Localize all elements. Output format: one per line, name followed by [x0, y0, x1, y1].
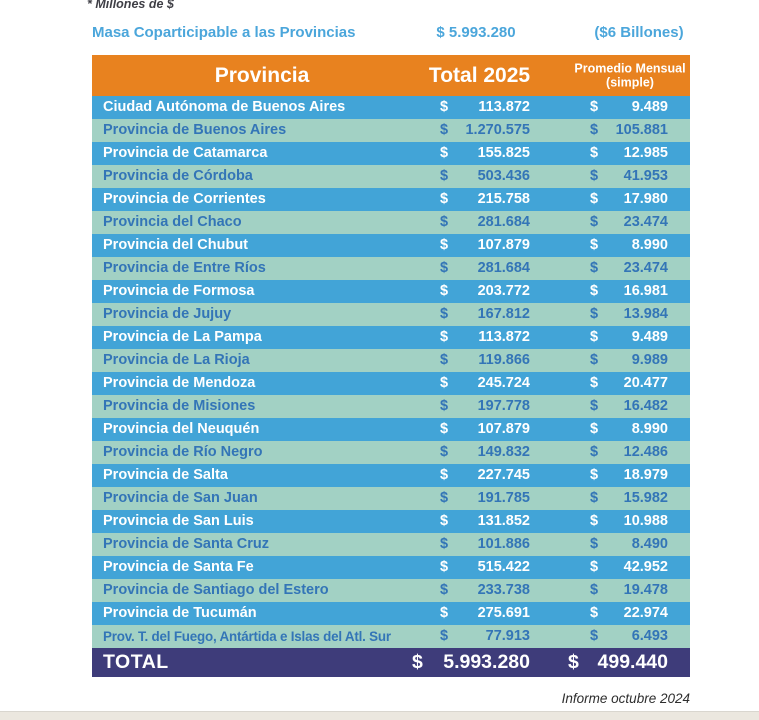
table-body — [92, 96, 690, 648]
currency-symbol: $ — [440, 628, 449, 644]
total-2025-value — [440, 165, 530, 188]
currency-symbol: $ — [412, 651, 423, 673]
currency-symbol: $ — [590, 145, 599, 161]
currency-symbol: $ — [590, 168, 599, 184]
total-2025-value — [440, 464, 530, 487]
column-header-promedio-mensual: Promedio Mensual (simple) — [574, 60, 686, 90]
currency-symbol: $ — [440, 352, 449, 368]
table-row — [92, 349, 690, 372]
amount: 119.866 — [478, 352, 530, 368]
currency-symbol: $ — [590, 283, 599, 299]
monthly-average-value — [590, 418, 668, 441]
monthly-average-value — [590, 533, 668, 556]
total-2025-value — [440, 395, 530, 418]
province-name: Provincia del Chaco — [103, 214, 242, 230]
monthly-average-value — [590, 464, 668, 487]
amount: 16.482 — [623, 398, 668, 414]
amount: 107.879 — [477, 237, 530, 253]
province-name: Provincia de Córdoba — [103, 168, 253, 184]
currency-symbol: $ — [440, 398, 449, 414]
summary-amount: $ 5.993.280 — [436, 24, 516, 41]
currency-symbol: $ — [440, 582, 449, 598]
column-header-provincia: Provincia — [214, 64, 310, 87]
total-2025-value — [440, 441, 530, 464]
total-row — [92, 648, 690, 677]
table-row — [92, 625, 690, 648]
province-name: Provincia de Catamarca — [103, 145, 268, 161]
amount: 18.979 — [623, 467, 668, 483]
amount: 245.724 — [477, 375, 530, 391]
amount: 215.758 — [477, 191, 530, 207]
table-row — [92, 234, 690, 257]
currency-symbol: $ — [440, 536, 449, 552]
monthly-average-value — [590, 372, 668, 395]
amount: 101.886 — [477, 536, 530, 552]
amount: 41.953 — [623, 168, 668, 184]
province-name: Ciudad Autónoma de Buenos Aires — [103, 99, 346, 115]
currency-symbol: $ — [590, 375, 599, 391]
amount: 17.980 — [623, 191, 668, 207]
currency-symbol: $ — [590, 99, 599, 115]
table-header — [92, 55, 690, 96]
total-2025-value — [440, 510, 530, 533]
monthly-average-value — [590, 257, 668, 280]
table-row — [92, 326, 690, 349]
monthly-average-value — [590, 625, 668, 648]
table-row — [92, 142, 690, 165]
currency-symbol: $ — [440, 375, 449, 391]
currency-symbol: $ — [440, 99, 449, 115]
currency-symbol: $ — [440, 122, 449, 138]
monthly-average-value — [590, 441, 668, 464]
amount: 12.985 — [623, 145, 668, 161]
amount: 20.477 — [623, 375, 668, 391]
table-row — [92, 395, 690, 418]
currency-symbol: $ — [440, 260, 449, 276]
summary-label: Masa Coparticipable a las Provincias — [92, 24, 356, 41]
total-2025-value — [440, 326, 530, 349]
table-row — [92, 418, 690, 441]
currency-symbol: $ — [440, 513, 449, 529]
currency-symbol: $ — [590, 260, 599, 276]
table-row — [92, 602, 690, 625]
province-name: Provincia de La Pampa — [103, 329, 262, 345]
total-row-total-2025 — [412, 648, 530, 677]
currency-symbol: $ — [590, 467, 599, 483]
summary-row — [92, 24, 690, 42]
province-name: Provincia de Buenos Aires — [103, 122, 287, 138]
amount: 23.474 — [623, 214, 668, 230]
currency-symbol: $ — [440, 490, 449, 506]
currency-symbol: $ — [440, 467, 449, 483]
currency-symbol: $ — [440, 214, 449, 230]
currency-symbol: $ — [440, 306, 449, 322]
table-row — [92, 280, 690, 303]
province-name: Provincia de Salta — [103, 467, 228, 483]
total-2025-value — [440, 418, 530, 441]
province-name: Provincia de Mendoza — [103, 375, 256, 391]
total-2025-value — [440, 280, 530, 303]
currency-symbol: $ — [440, 329, 449, 345]
currency-symbol: $ — [590, 329, 599, 345]
total-row-label: TOTAL — [103, 651, 169, 673]
amount: 167.812 — [477, 306, 530, 322]
amount: 23.474 — [623, 260, 668, 276]
amount: 227.745 — [477, 467, 530, 483]
table-row — [92, 188, 690, 211]
amount: 1.270.575 — [465, 122, 530, 138]
monthly-average-value — [590, 234, 668, 257]
total-2025-value — [440, 303, 530, 326]
amount: 10.988 — [623, 513, 668, 529]
amount: 8.990 — [631, 237, 668, 253]
amount: 203.772 — [477, 283, 530, 299]
currency-symbol: $ — [590, 421, 599, 437]
currency-symbol: $ — [590, 582, 599, 598]
amount: 113.872 — [478, 99, 530, 115]
currency-symbol: $ — [440, 283, 449, 299]
table-row — [92, 579, 690, 602]
amount: 12.486 — [623, 444, 668, 460]
amount: 515.422 — [477, 559, 530, 575]
table-row — [92, 257, 690, 280]
amount: 131.852 — [477, 513, 530, 529]
table-row — [92, 303, 690, 326]
currency-symbol: $ — [590, 559, 599, 575]
monthly-average-value — [590, 142, 668, 165]
amount: 9.989 — [631, 352, 668, 368]
province-name: Provincia de Río Negro — [103, 444, 263, 460]
currency-symbol: $ — [440, 444, 449, 460]
amount: 6.493 — [631, 628, 668, 644]
amount: 15.982 — [623, 490, 668, 506]
total-2025-value — [440, 211, 530, 234]
amount: 9.489 — [631, 329, 668, 345]
monthly-average-value — [590, 349, 668, 372]
province-name: Prov. T. del Fuego, Antártida e Islas del Atl. Sur — [103, 629, 391, 644]
currency-symbol: $ — [590, 605, 599, 621]
summary-approx: ($6 Billones) — [594, 24, 684, 41]
province-name: Provincia de Santa Fe — [103, 559, 254, 575]
province-name: Provincia de Corrientes — [103, 191, 266, 207]
currency-symbol: $ — [590, 306, 599, 322]
currency-symbol: $ — [440, 191, 449, 207]
currency-symbol: $ — [440, 145, 449, 161]
total-2025-value — [440, 625, 530, 648]
total-2025-value — [440, 372, 530, 395]
currency-symbol: $ — [568, 651, 579, 673]
page-edge-strip — [0, 711, 759, 720]
amount: 22.974 — [623, 605, 668, 621]
amount: 233.738 — [477, 582, 530, 598]
currency-symbol: $ — [590, 444, 599, 460]
total-row-monthly-average — [568, 648, 668, 677]
amount: 155.825 — [477, 145, 530, 161]
monthly-average-value — [590, 556, 668, 579]
province-name: Provincia del Chubut — [103, 237, 249, 253]
currency-symbol: $ — [590, 398, 599, 414]
column-header-total-2025: Total 2025 — [428, 64, 531, 87]
monthly-average-value — [590, 303, 668, 326]
monthly-average-value — [590, 119, 668, 142]
total-2025-value — [440, 188, 530, 211]
currency-symbol: $ — [590, 122, 599, 138]
total-2025-value — [440, 533, 530, 556]
table-row — [92, 165, 690, 188]
table-row — [92, 441, 690, 464]
amount: 19.478 — [623, 582, 668, 598]
currency-symbol: $ — [590, 352, 599, 368]
currency-symbol: $ — [440, 605, 449, 621]
total-2025-value — [440, 257, 530, 280]
amount: 16.981 — [623, 283, 668, 299]
province-name: Provincia del Neuquén — [103, 421, 260, 437]
currency-symbol: $ — [440, 559, 449, 575]
table-row — [92, 372, 690, 395]
monthly-average-value — [590, 487, 668, 510]
table-row — [92, 464, 690, 487]
monthly-average-value — [590, 395, 668, 418]
report-caption: Informe octubre 2024 — [561, 691, 690, 706]
currency-symbol: $ — [440, 168, 449, 184]
amount: 42.952 — [623, 559, 668, 575]
province-name: Provincia de San Luis — [103, 513, 254, 529]
total-2025-value — [440, 349, 530, 372]
total-2025-value — [440, 96, 530, 119]
province-name: Provincia de Misiones — [103, 398, 256, 414]
province-name: Provincia de Jujuy — [103, 306, 232, 322]
province-name: Provincia de San Juan — [103, 490, 258, 506]
currency-symbol: $ — [590, 214, 599, 230]
amount: 9.489 — [631, 99, 668, 115]
total-2025-value — [440, 602, 530, 625]
province-name: Provincia de Santiago del Estero — [103, 582, 329, 598]
currency-symbol: $ — [590, 191, 599, 207]
amount: 275.691 — [477, 605, 530, 621]
table-row — [92, 533, 690, 556]
amount: 8.990 — [631, 421, 668, 437]
currency-symbol: $ — [440, 421, 449, 437]
monthly-average-value — [590, 280, 668, 303]
table-row — [92, 487, 690, 510]
total-2025-value — [440, 579, 530, 602]
amount: 149.832 — [477, 444, 530, 460]
table-row — [92, 556, 690, 579]
province-name: Provincia de Entre Ríos — [103, 260, 266, 276]
monthly-average-value — [590, 510, 668, 533]
amount: 191.785 — [477, 490, 530, 506]
currency-symbol: $ — [440, 237, 449, 253]
amount: 281.684 — [477, 260, 530, 276]
amount: 113.872 — [478, 329, 530, 345]
amount: 8.490 — [631, 536, 668, 552]
table-row — [92, 96, 690, 119]
currency-symbol: $ — [590, 237, 599, 253]
currency-symbol: $ — [590, 628, 599, 644]
monthly-average-value — [590, 579, 668, 602]
amount: 197.778 — [477, 398, 530, 414]
amount: 77.913 — [485, 628, 530, 644]
total-2025-value — [440, 234, 530, 257]
amount: 13.984 — [623, 306, 668, 322]
province-name: Provincia de La Rioja — [103, 352, 250, 368]
table-row — [92, 510, 690, 533]
monthly-average-value — [590, 165, 668, 188]
amount: 5.993.280 — [443, 651, 530, 673]
monthly-average-value — [590, 602, 668, 625]
total-2025-value — [440, 119, 530, 142]
amount: 281.684 — [477, 214, 530, 230]
monthly-average-value — [590, 326, 668, 349]
monthly-average-value — [590, 188, 668, 211]
total-2025-value — [440, 142, 530, 165]
amount: 499.440 — [597, 651, 668, 673]
units-note: * Millones de $ — [87, 0, 174, 11]
currency-symbol: $ — [590, 536, 599, 552]
monthly-average-value — [590, 211, 668, 234]
total-2025-value — [440, 487, 530, 510]
monthly-average-value — [590, 96, 668, 119]
total-2025-value — [440, 556, 530, 579]
province-name: Provincia de Tucumán — [103, 605, 257, 621]
amount: 107.879 — [477, 421, 530, 437]
table-row — [92, 211, 690, 234]
amount: 503.436 — [477, 168, 530, 184]
province-name: Provincia de Santa Cruz — [103, 536, 269, 552]
table-row — [92, 119, 690, 142]
amount: 105.881 — [615, 122, 668, 138]
province-name: Provincia de Formosa — [103, 283, 255, 299]
currency-symbol: $ — [590, 490, 599, 506]
coparticipation-table — [92, 55, 690, 677]
currency-symbol: $ — [590, 513, 599, 529]
